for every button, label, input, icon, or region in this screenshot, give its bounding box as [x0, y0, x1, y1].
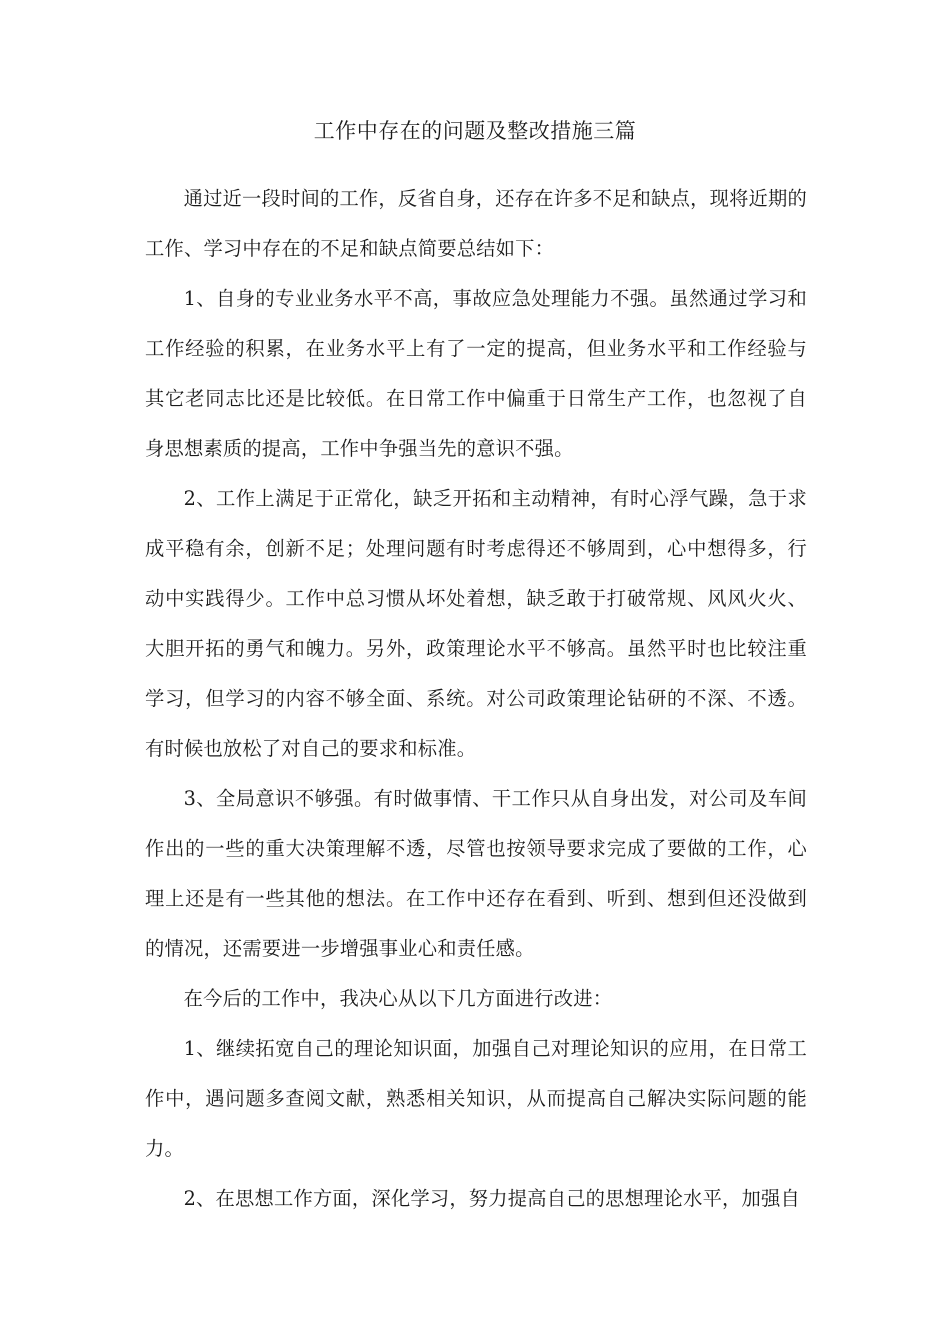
paragraph-problem-1: 1、自身的专业业务水平不高，事故应急处理能力不强。虽然通过学习和工作经验的积累，在业务水平上有了一定的提高，但业务水平和工作经验与其它老同志比还是比较低。在日常工作中偏重于日常生产工作，也忽视了自身思想素质的提高，工作中争强当先的意识不强。 — [145, 287, 807, 460]
paragraph-improvement-1: 1、继续拓宽自己的理论知识面，加强自己对理论知识的应用，在日常工作中，遇问题多查阅文献，熟悉相关知识，从而提高自己解决实际问题的能力。 — [145, 1037, 807, 1160]
paragraph-problem-3: 3、全局意识不够强。有时做事情、干工作只从自身出发，对公司及车间作出的一些的重大决策理解不透，尽管也按领导要求完成了要做的工作，心理上还是有一些其他的想法。在工作中还存在看到、听到、想到但还没做到的情况，还需要进一步增强事业心和责任感。 — [145, 787, 807, 960]
paragraph-problem-2: 2、工作上满足于正常化，缺乏开拓和主动精神，有时心浮气躁，急于求成平稳有余，创新不足；处理问题有时考虑得还不够周到，心中想得多，行动中实践得少。工作中总习惯从坏处着想，缺乏敢于打破常规、风风火火、大胆开拓的勇气和魄力。另外，政策理论水平不够高。虽然平时也比较注重学习，但学习的内容不够全面、系统。对公司政策理论钻研的不深、不透。有时候也放松了对自己的要求和标准。 — [145, 487, 807, 760]
paragraph-intro: 通过近一段时间的工作，反省自身，还存在许多不足和缺点，现将近期的工作、学习中存在的不足和缺点简要总结如下： — [145, 187, 807, 260]
document-title: 工作中存在的问题及整改措施三篇 — [313, 119, 637, 143]
document-body — [145, 174, 807, 1224]
paragraph-improvement-intro: 在今后的工作中，我决心从以下几方面进行改进： — [183, 987, 613, 1010]
paragraph-improvement-2: 2、在思想工作方面，深化学习，努力提高自己的思想理论水平，加强自 — [183, 1187, 800, 1210]
